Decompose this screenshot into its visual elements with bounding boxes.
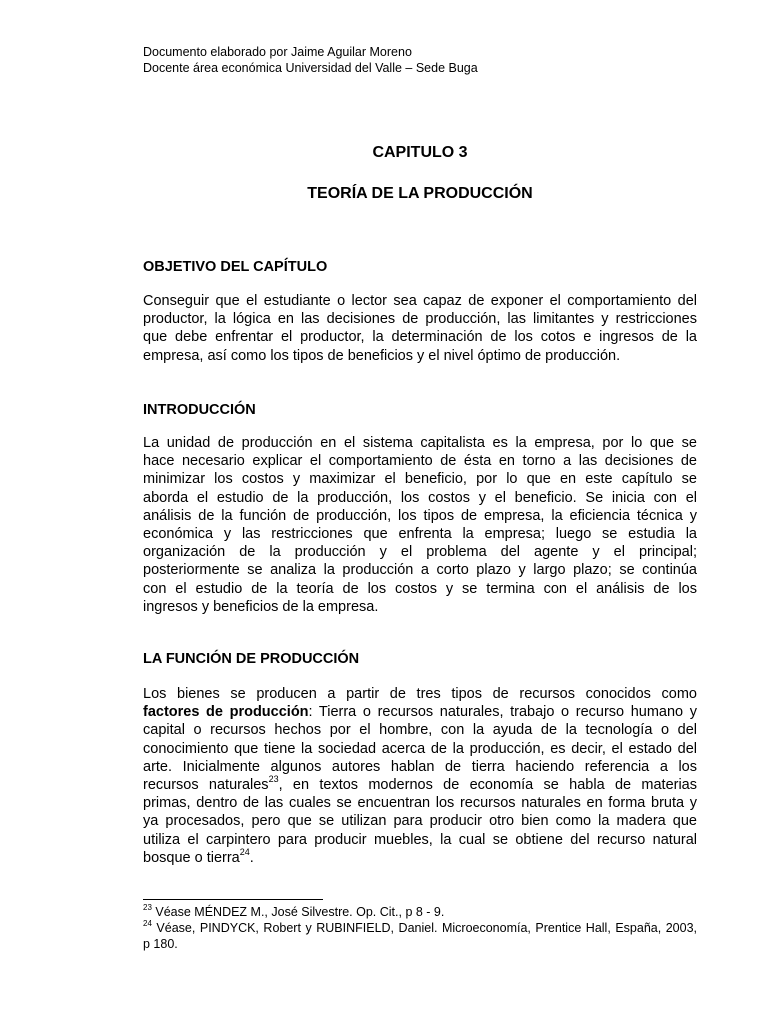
production-function-heading: LA FUNCIÓN DE PRODUCCIÓN: [143, 651, 360, 667]
introduction-heading: INTRODUCCIÓN: [143, 402, 256, 418]
footnote-24: [143, 920, 697, 936]
paragraph-line: hace necesario explicar el comportamiento de ésta en torno a las decisiones de: [143, 453, 697, 470]
paragraph-line: [143, 776, 697, 794]
paragraph-line: empresa, así como los tipos de beneficios y el nivel óptimo de producción.: [143, 347, 621, 364]
objective-heading: OBJETIVO DEL CAPÍTULO: [143, 259, 328, 275]
paragraph-line: aborda el estudio de la producción, los costos y el beneficio. Se inicia con el: [143, 489, 697, 506]
paragraph-line: Los bienes se producen a partir de tres tipos de recursos conocidos como: [143, 686, 697, 702]
footnote-number: 23: [143, 902, 152, 912]
paragraph-line: organización de la producción y el problema del agente y el principal;: [143, 544, 697, 561]
introduction-paragraph: [143, 434, 697, 616]
paragraph-line: Conseguir que el estudiante o lector sea capaz de exponer el comportamiento del: [143, 293, 697, 309]
paragraph-line: primas, dentro de las cuales se encuentran los recursos naturales en forma bruta y: [143, 795, 697, 812]
footnote-text: Véase MÉNDEZ M., José Silvestre. Op. Cit., p 8 - 9.: [151, 905, 445, 919]
header-author-line: Documento elaborado por Jaime Aguilar Moreno: [143, 45, 412, 59]
paragraph-line: posteriormente se analiza la producción a corto plazo y largo plazo; se continúa: [143, 562, 697, 579]
paragraph-line: económica y las restricciones que enfrenta la empresa; luego se estudia la: [143, 525, 697, 542]
paragraph-line: productor, la lógica en las decisiones de producción, las limitantes y restricciones: [143, 311, 697, 328]
paragraph-line: con el estudio de la teoría de los costos y se termina con el análisis de los: [143, 580, 697, 597]
footnote-text: Véase, PINDYCK, Robert y RUBINFIELD, Daniel. Microeconomía, Prentice Hall, España, 2003,: [151, 921, 697, 935]
page-header: [143, 44, 478, 76]
footnote-separator: [143, 899, 323, 900]
header-affiliation-line: Docente área económica Universidad del Valle – Sede Buga: [143, 61, 478, 75]
production-function-paragraph: [143, 685, 697, 867]
paragraph-line: ingresos y beneficios de la empresa.: [143, 598, 379, 615]
paragraph-line: La unidad de producción en el sistema capitalista es la empresa, por lo que se: [143, 435, 697, 451]
footnote-24-continuation: p 180.: [143, 937, 178, 951]
footnote-ref-24[interactable]: 24: [239, 846, 250, 857]
paragraph-line: arte. Inicialmente algunos autores hablan de tierra haciendo referencia a los: [143, 758, 697, 775]
paragraph-line: [143, 846, 697, 867]
objective-paragraph: [143, 292, 697, 365]
paragraph-line-text: , en textos modernos de economía se habla de materias: [278, 776, 698, 793]
paragraph-line: [143, 703, 697, 721]
paragraph-line: capital o recursos hechos por el hombre, con la ayuda de la tecnología o del: [143, 722, 697, 739]
footnote-number: 24: [143, 918, 152, 928]
paragraph-line-text: : Tierra o recursos naturales, trabajo o recurso humano y: [308, 704, 697, 721]
chapter-number: CAPITULO 3: [372, 144, 468, 161]
paragraph-line-text: bosque o tierra: [143, 849, 240, 866]
footnotes: [143, 904, 697, 952]
paragraph-line: que debe enfrentar el productor, la determinación de los cotos e ingresos de la: [143, 329, 697, 346]
paragraph-line: análisis de la función de producción, los tipos de empresa, la eficiencia técnica y: [143, 507, 697, 524]
paragraph-line: ya procesados, pero que se utilizan para producir otro bien como la madera que: [143, 813, 697, 830]
chapter-title: TEORÍA DE LA PRODUCCIÓN: [307, 185, 533, 202]
paragraph-line-text: recursos naturales: [143, 776, 269, 793]
paragraph-line: minimizar los costos y maximizar el beneficio, por lo que en este capítulo se: [143, 471, 697, 488]
paragraph-line: conocimiento que tiene la sociedad acerca de la producción, es decir, el estado del: [143, 740, 697, 757]
footnote-23: [143, 904, 697, 920]
footnote-ref-23[interactable]: 23: [268, 774, 279, 785]
paragraph-line-text: .: [249, 849, 254, 866]
factors-of-production-term: factores de producción: [143, 704, 309, 721]
paragraph-line: utiliza el carpintero para producir muebles, la cual se obtiene del recurso natural: [143, 831, 697, 848]
